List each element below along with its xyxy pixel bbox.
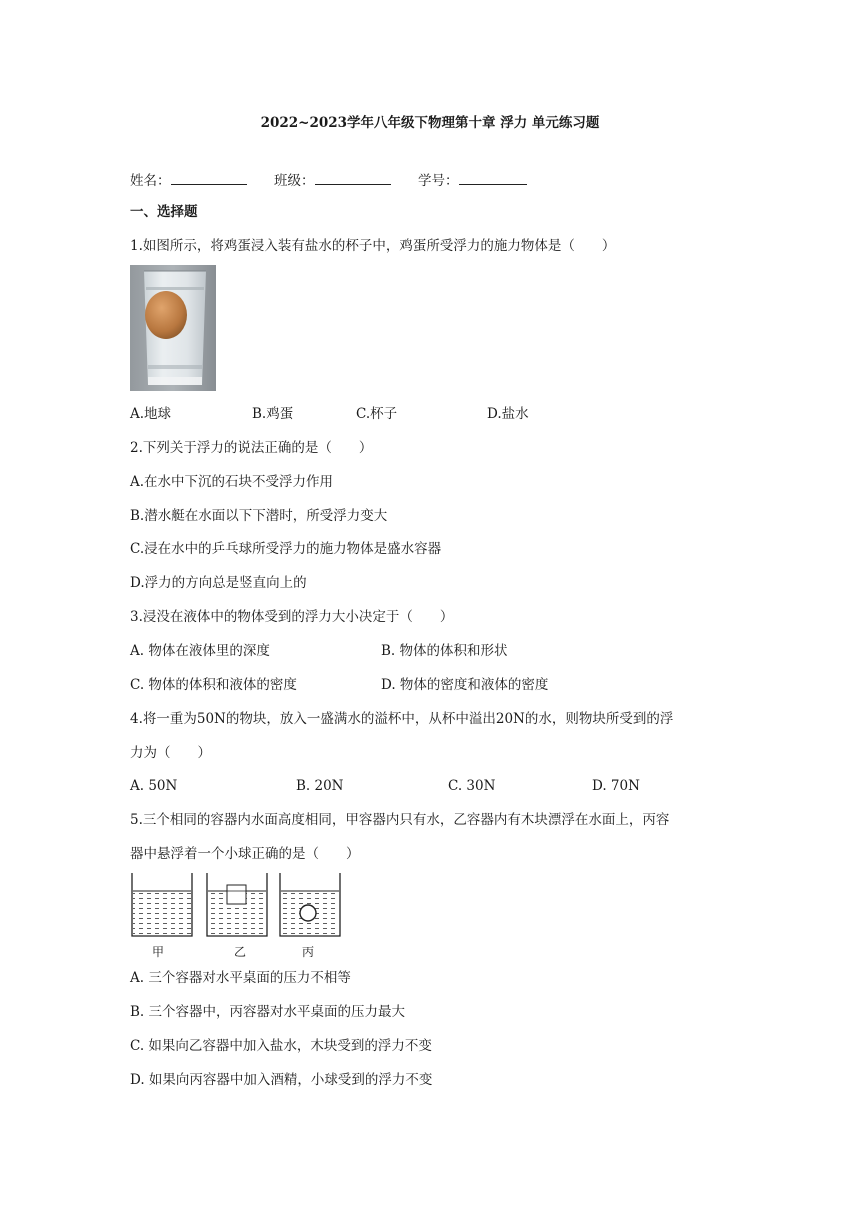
- question-3-stem: 3.浸没在液体中的物体受到的浮力大小决定于（ ）: [130, 609, 454, 625]
- question-3-option-b[interactable]: B. 物体的体积和形状: [381, 643, 508, 659]
- question-2-option-d[interactable]: D.浮力的方向总是竖直向上的: [130, 575, 307, 591]
- class-blank[interactable]: [315, 170, 391, 185]
- question-1-option-b[interactable]: B.鸡蛋: [252, 406, 294, 422]
- question-1-option-c[interactable]: C.杯子: [356, 406, 398, 422]
- question-3-option-d[interactable]: D. 物体的密度和液体的密度: [381, 677, 549, 693]
- page-title: 2022~2023学年八年级下物理第十章 浮力 单元练习题: [260, 115, 600, 131]
- question-1-option-a[interactable]: A.地球: [130, 406, 172, 422]
- question-4-option-d[interactable]: D. 70N: [592, 778, 640, 794]
- container-bing: [280, 873, 340, 936]
- student-id-field: [418, 170, 527, 191]
- student-id-label: 学号：: [418, 173, 459, 189]
- question-5-stem-line-2: 器中悬浮着一个小球正确的是（ ）: [130, 846, 360, 862]
- question-5-stem-line-1: 5.三个相同的容器内水面高度相同，甲容器内只有水，乙容器内有木块漂浮在水面上，丙容: [130, 812, 670, 828]
- question-2-option-c[interactable]: C.浸在水中的乒乓球所受浮力的施力物体是盛水容器: [130, 541, 442, 557]
- suspended-ball: [300, 905, 316, 921]
- question-4-option-c[interactable]: C. 30N: [448, 778, 496, 794]
- question-5-option-b[interactable]: B. 三个容器中，丙容器对水平桌面的压力最大: [130, 1004, 406, 1020]
- container-jia: [132, 873, 192, 936]
- class-label: 班级：: [274, 173, 315, 189]
- egg-in-saltwater-photo: [130, 265, 216, 391]
- question-4-option-b[interactable]: B. 20N: [296, 778, 344, 794]
- question-5-option-c[interactable]: C. 如果向乙容器中加入盐水，木块受到的浮力不变: [130, 1038, 432, 1054]
- container-label-yi: 乙: [234, 945, 247, 959]
- name-field: [130, 170, 247, 191]
- question-4-stem-line-2: 力为（ ）: [130, 745, 211, 761]
- container-label-jia: 甲: [152, 945, 165, 959]
- floating-wood-block: [227, 885, 246, 904]
- question-4-option-a[interactable]: A. 50N: [130, 778, 178, 794]
- container-yi: [207, 873, 267, 936]
- question-5-option-d[interactable]: D. 如果向丙容器中加入酒精，小球受到的浮力不变: [130, 1072, 433, 1088]
- question-3-option-c[interactable]: C. 物体的体积和液体的密度: [130, 677, 297, 693]
- question-3-option-a[interactable]: A. 物体在液体里的深度: [130, 643, 270, 659]
- question-1-stem: 1.如图所示，将鸡蛋浸入装有盐水的杯子中，鸡蛋所受浮力的施力物体是（ ）: [130, 238, 616, 254]
- question-1-option-d[interactable]: D.盐水: [487, 406, 529, 422]
- question-4-stem-line-1: 4.将一重为50N的物块，放入一盛满水的溢杯中，从杯中溢出20N的水，则物块所受到的浮: [130, 711, 674, 727]
- question-2-stem: 2.下列关于浮力的说法正确的是（ ）: [130, 440, 373, 456]
- section-heading: 一、选择题: [130, 204, 198, 220]
- name-blank[interactable]: [171, 170, 247, 185]
- question-2-option-a[interactable]: A.在水中下沉的石块不受浮力作用: [130, 474, 334, 490]
- class-field: [274, 170, 391, 191]
- name-label: 姓名：: [130, 173, 171, 189]
- student-id-blank[interactable]: [459, 170, 527, 185]
- question-5-option-a[interactable]: A. 三个容器对水平桌面的压力不相等: [130, 970, 351, 986]
- container-label-bing: 丙: [302, 945, 315, 959]
- question-2-option-b[interactable]: B.潜水艇在水面以下下潜时，所受浮力变大: [130, 508, 388, 524]
